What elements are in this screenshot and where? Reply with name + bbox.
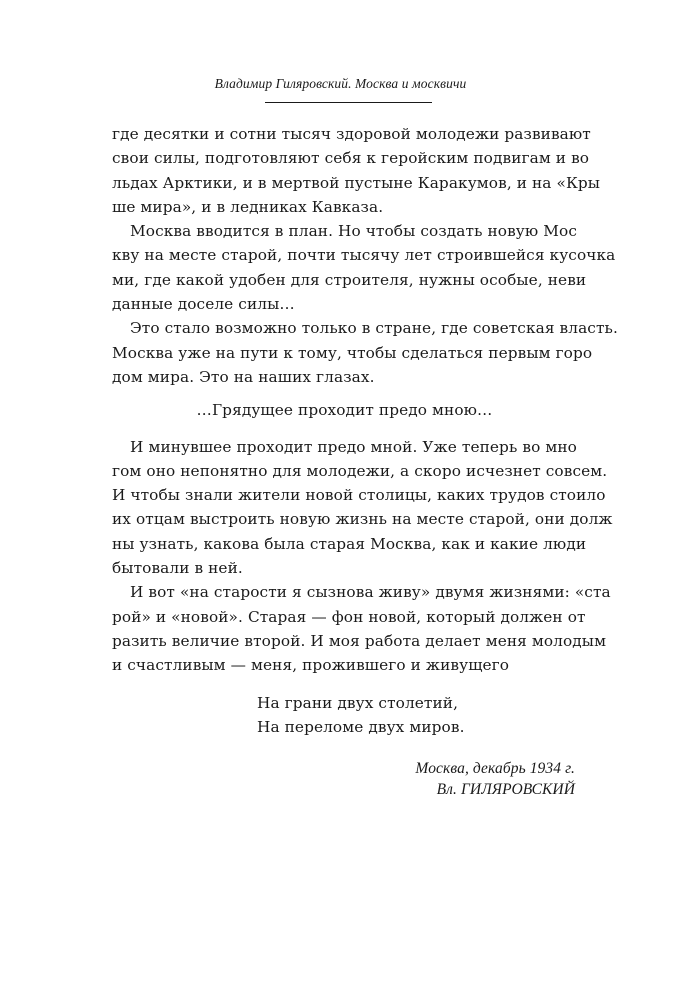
text-line: свои силы, подготовляют себя к геройским подвигам и во xyxy=(112,149,590,168)
verse-line: На грани двух столетий, xyxy=(257,693,459,712)
text-line: гом оно непонятно для молодежи, а скоро исчезнет совсем. xyxy=(112,461,608,480)
paragraph-1 xyxy=(112,122,601,219)
paragraph-2 xyxy=(112,219,616,316)
text-line: Это стало возможно только в стране, где советская власть. xyxy=(130,319,618,338)
header-rule xyxy=(265,102,432,103)
text-line: И минувшее проходит предо мной. Уже теперь во мно xyxy=(130,437,577,456)
text-line: ше мира», и в ледниках Кавказа. xyxy=(112,197,384,216)
text-line: данные доселе силы… xyxy=(112,295,295,314)
running-head: Владимир Гиляровский. Москва и москвичи xyxy=(214,76,467,91)
text-line: ны узнать, какова была старая Москва, как и какие люди xyxy=(112,534,587,553)
main-text xyxy=(112,122,618,800)
author-signature: Вл. ГИЛЯРОВСКИЙ xyxy=(436,781,575,799)
text-line: дом мира. Это на наших глазах. xyxy=(112,367,375,386)
text-line: где десятки и сотни тысяч здоровой молодежи развивают xyxy=(112,125,591,143)
paragraph-4 xyxy=(112,435,613,581)
text-line: бытовали в ней. xyxy=(112,559,243,578)
text-line: кву на месте старой, почти тысячу лет строившейся кусочка xyxy=(112,246,616,265)
text-line: и счастливым — меня, прожившего и живущего xyxy=(112,656,510,675)
text-line: Москва уже на пути к тому, чтобы сделаться первым горо xyxy=(112,343,593,362)
text-line: Москва вводится в план. Но чтобы создать новую Мос xyxy=(130,222,578,241)
text-line: И чтобы знали жители новой столицы, каких трудов стоило xyxy=(112,486,606,505)
place-date: Москва, декабрь 1934 г. xyxy=(415,760,575,778)
text-line: их отцам выстроить новую жизнь на месте старой, они долж xyxy=(112,510,613,529)
signature-block xyxy=(112,758,577,800)
text-line: разить величие второй. И моя работа делает меня молодым xyxy=(112,631,607,650)
epigraph: …Грядущее проходит предо мною… xyxy=(196,401,493,420)
text-line: льдах Арктики, и в мертвой пустыне Каракумов, и на «Кры xyxy=(112,173,601,192)
paragraph-5 xyxy=(112,580,611,677)
text-line: рой» и «новой». Старая — фон новой, который должен от xyxy=(112,607,586,626)
text-line: ми, где какой удобен для строителя, нужны особые, неви xyxy=(112,270,587,289)
verse-quote xyxy=(257,691,577,740)
paragraph-3 xyxy=(112,316,618,389)
verse-line: На переломе двух миров. xyxy=(257,717,465,736)
text-line: И вот «на старости я сызнова живу» двумя жизнями: «ста xyxy=(130,583,611,602)
